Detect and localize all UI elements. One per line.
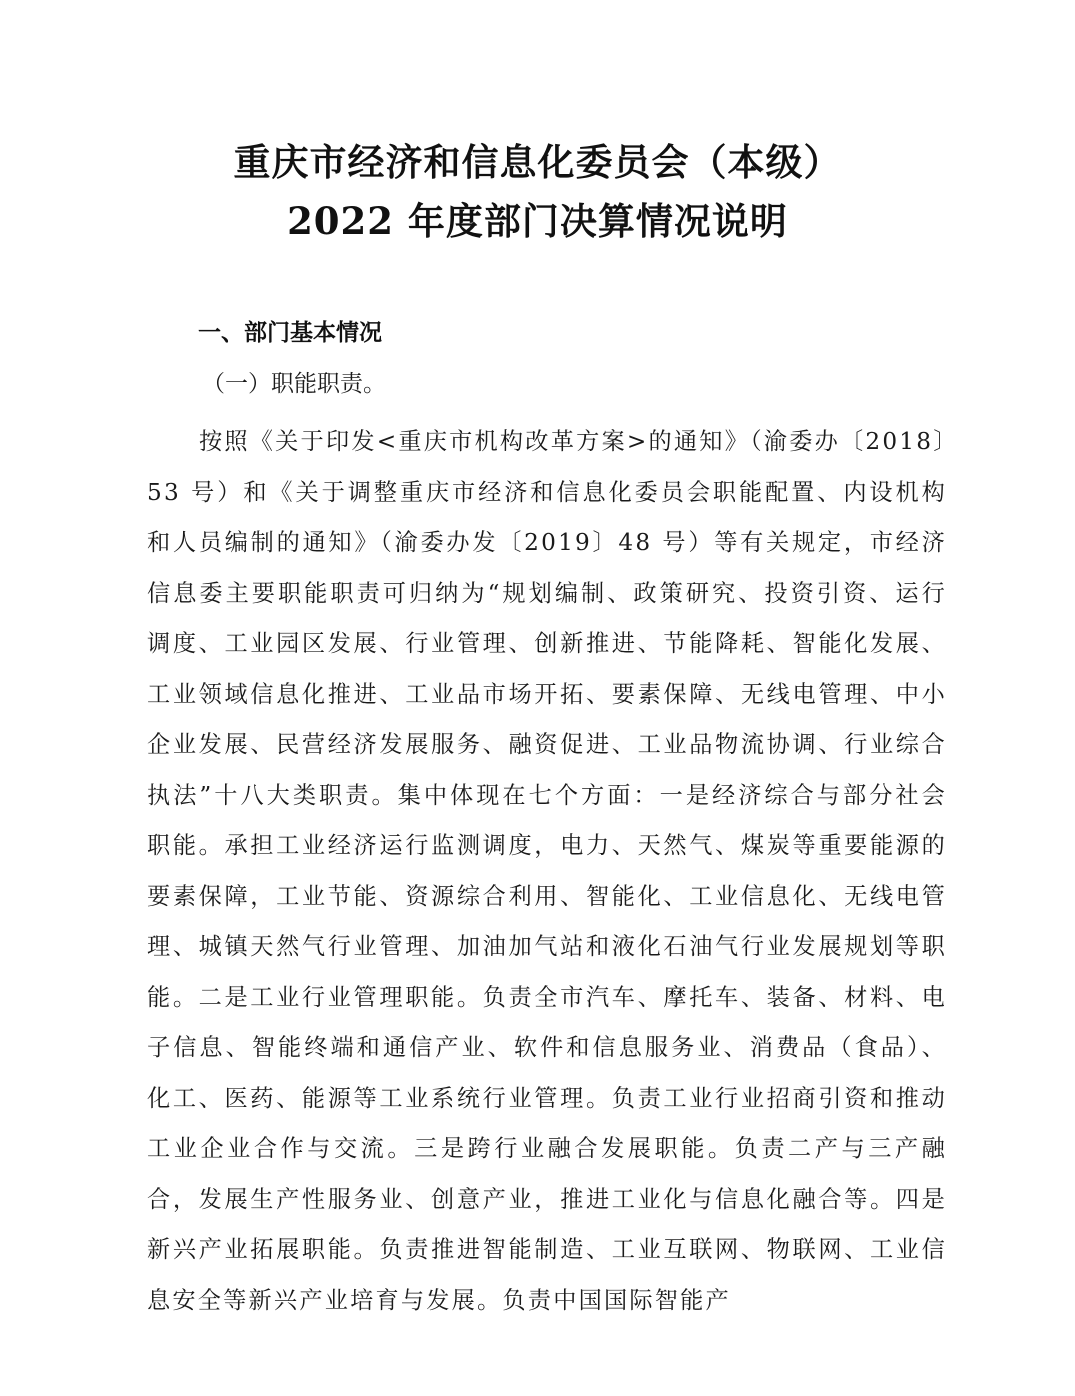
- section-heading: 一、部门基本情况: [198, 320, 382, 346]
- body-paragraph: 按照《关于印发<重庆市机构改革方案>的通知》（渝委办〔2018〕53 号）和《关于调整重庆市经济和信息化委员会职能配置、内设机构和人员编制的通知》（渝委办发〔2019〕48 号）等有关规定，市经济信息委主要职能职责可归纳为“规划编制、政策研究、投资引资、运行调度、工业园区发展、行业管理、创新推进、节能降耗、智能化发展、工业领域信息化推进、工业品市场开拓、要素保障、无线电管理、中小企业发展、民营经济发展服务、融资促进、工业品物流协调、行业综合执法”十八大类职责。集中体现在七个方面：一是经济综合与部分社会职能。承担工业经济运行监测调度，电力、天然气、煤炭等重要能源的要素保障，工业节能、资源综合利用、智能化、工业信息化、无线电管理、城镇天然气行业管理、加油加气站和液化石油气行业发展规划等职能。二是工业行业管理职能。负责全市汽车、摩托车、装备、材料、电子信息、智能终端和通信产业、软件和信息服务业、消费品（食品）、化工、医药、能源等工业系统行业管理。负责工业行业招商引资和推动工业企业合作与交流。三是跨行业融合发展职能。负责二产与三产融合，发展生产性服务业、创意产业，推进工业化与信息化融合等。四是新兴产业拓展职能。负责推进智能制造、工业互联网、物联网、工业信息安全等新兴产业培育与发展。负责中国国际智能产: [147, 428, 947, 1314]
- document-title-line-1: 重庆市经济和信息化委员会（本级）: [233, 140, 842, 184]
- subsection-heading: （一）职能职责。: [202, 371, 386, 397]
- document-title-line-2: 2022 年度部门决算情况说明: [287, 199, 788, 243]
